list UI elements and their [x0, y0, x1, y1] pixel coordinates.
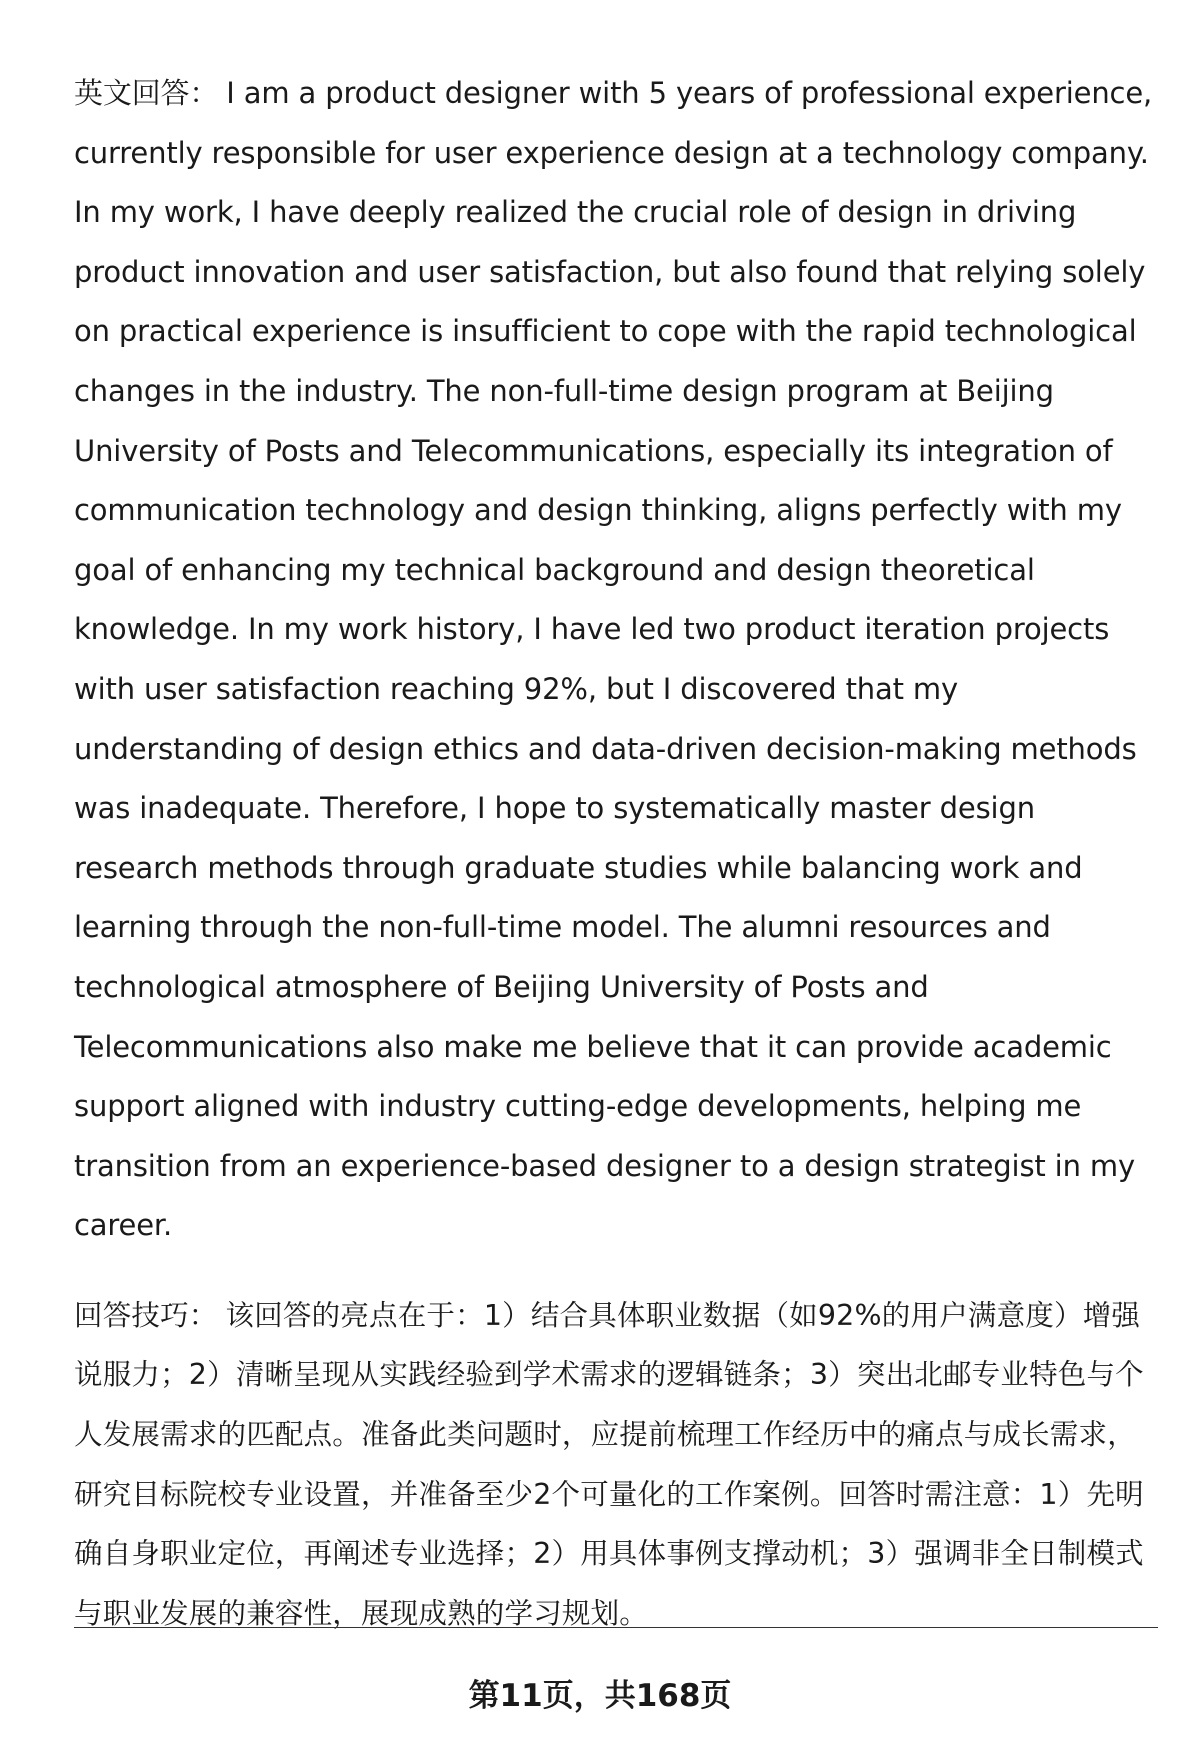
english-answer-label: 英文回答： — [74, 76, 219, 110]
english-answer-paragraph — [74, 64, 1164, 1256]
footer-divider — [74, 1627, 1158, 1628]
english-answer-text: I am a product designer with 5 years of professional experience, currently responsible for user experience design at a technology company. In my work, I have deeply realized the crucial role of design in driving product innovation and user satisfaction, but also found that relying solely on practical experience is insufficient to cope with the rapid technological changes in the industry. The non-full-time design program at Beijing University of Posts and Telecommunications, especially its integration of communication technology and design thinking, aligns perfectly with my goal of enhancing my technical background and design theoretical knowledge. In my work history, I have led two product iteration projects with user satisfaction reaching 92%, but I discovered that my understanding of design ethics and data-driven decision-making methods was inadequate. Therefore, I hope to systematically master design research methods through graduate studies while balancing work and learning through the non-full-time model. The alumni resources and technological atmosphere of Beijing University of Posts and Telecommunications also make me believe that it can provide academic support aligned with industry cutting-edge developments, helping me transition from an experience-based designer to a design strategist in my career. — [74, 76, 1153, 1243]
answer-tips-label: 回答技巧： — [74, 1298, 218, 1332]
answer-tips-text: 该回答的亮点在于：1）结合具体职业数据（如92%的用户满意度）增强说服力；2）清晰呈现从实践经验到学术需求的逻辑链条；3）突出北邮专业特色与个人发展需求的匹配点。准备此类问题时，应提前梳理工作经历中的痛点与成长需求，研究目标院校专业设置，并准备至少2个可量化的工作案例。回答时需注意：1）先明确自身职业定位，再阐述专业选择；2）用具体事例支撑动机；3）强调非全日制模式与职业发展的兼容性，展现成熟的学习规划。 — [74, 1298, 1144, 1630]
answer-tips-paragraph — [74, 1286, 1164, 1644]
page-number: 第11页，共168页 — [468, 1678, 732, 1714]
page-content — [74, 64, 1164, 1643]
